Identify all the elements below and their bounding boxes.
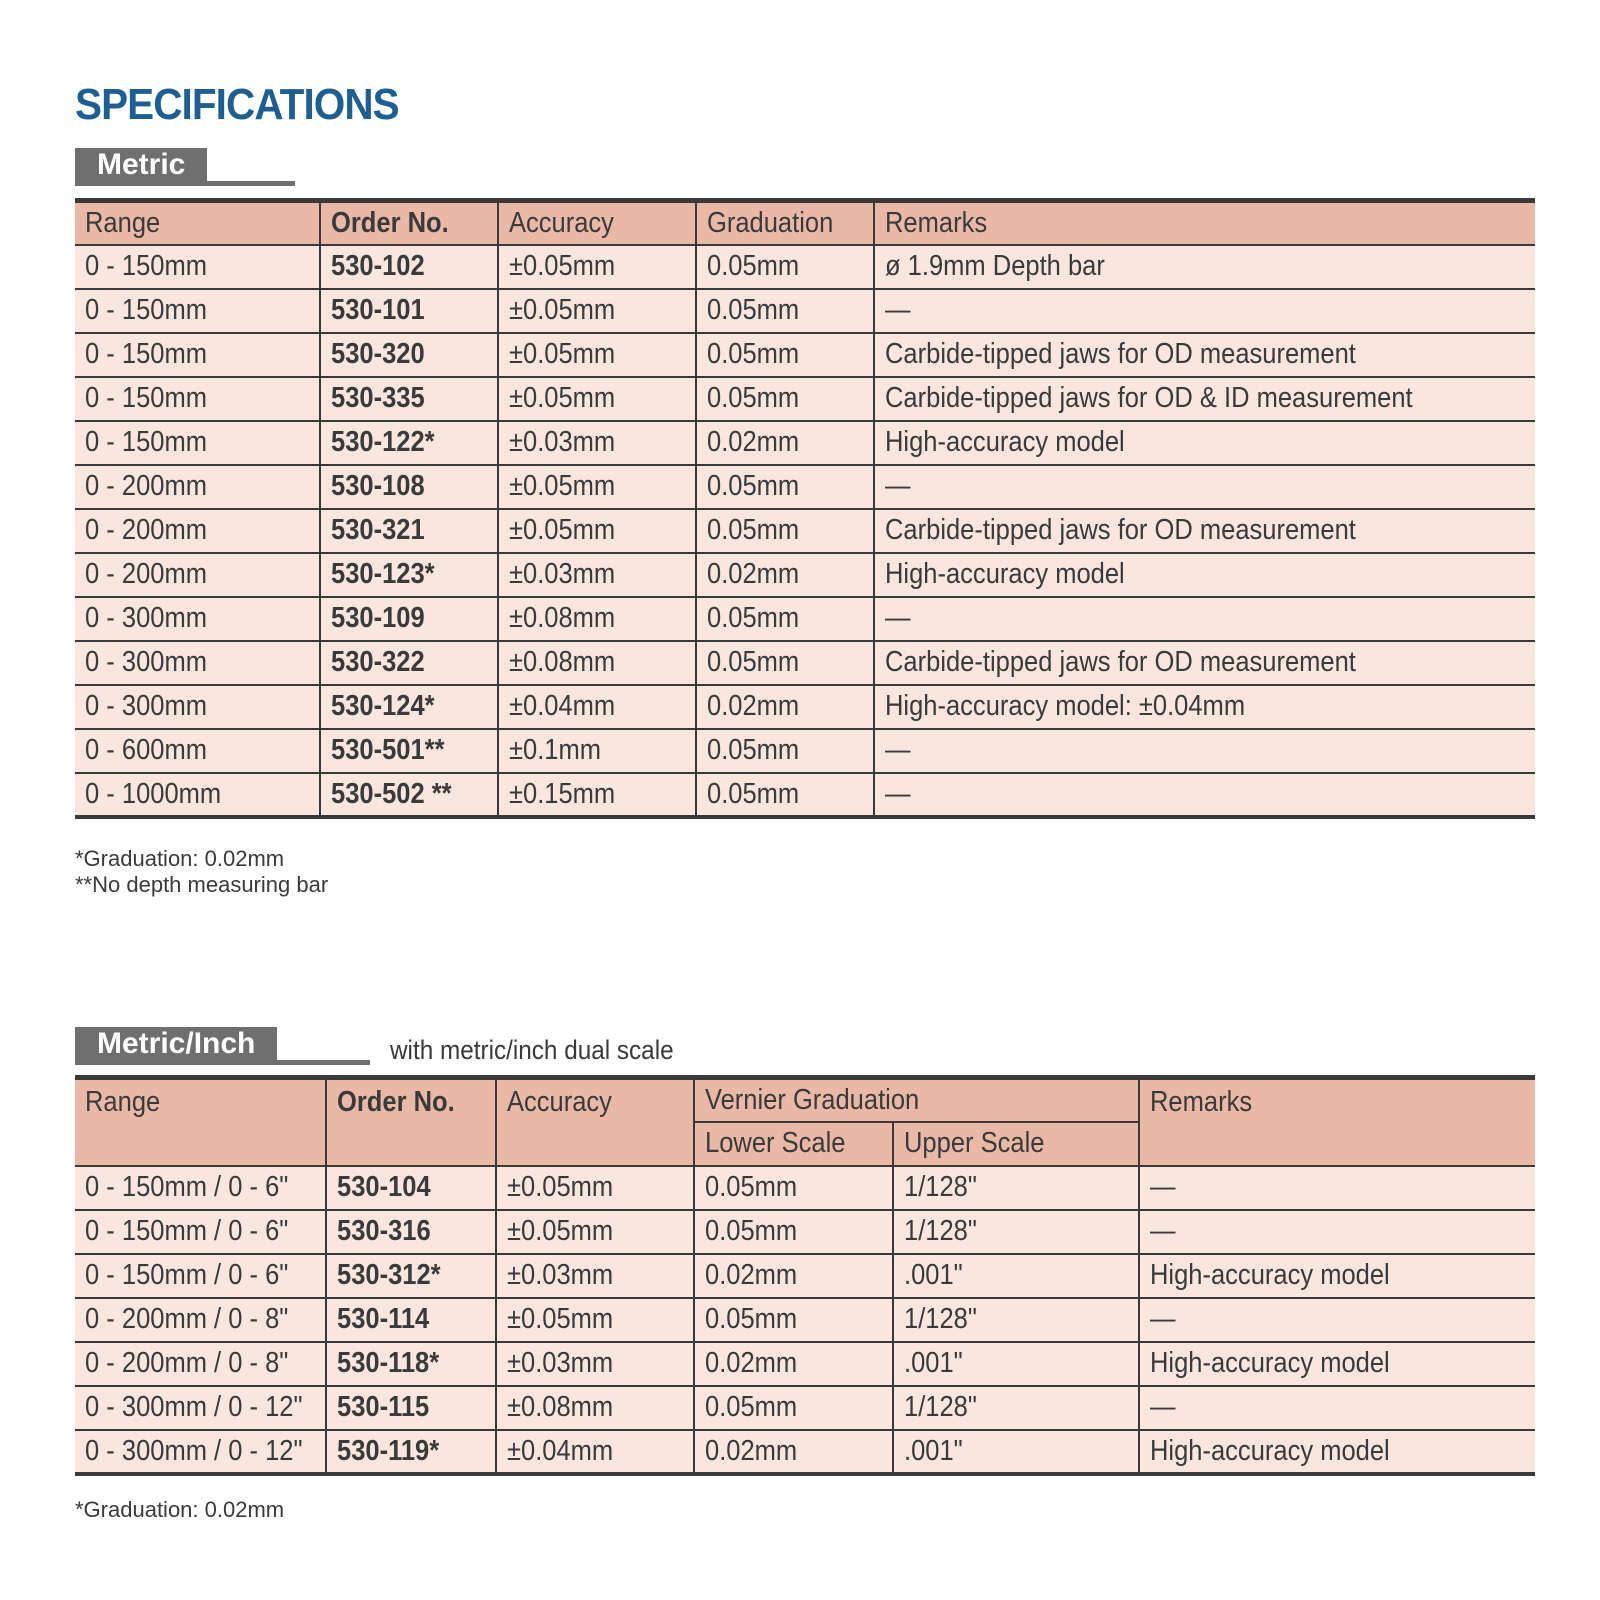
- metric-inch-spec-table: [75, 1075, 1535, 1476]
- cell-accuracy: ±0.05mm: [498, 465, 696, 509]
- metric-footnotes: [75, 846, 328, 898]
- cell-accuracy: ±0.05mm: [496, 1166, 694, 1210]
- metric-inch-note: with metric/inch dual scale: [390, 1035, 674, 1065]
- cell-range: 0 - 300mm: [75, 641, 320, 685]
- cell-graduation: 0.05mm: [696, 333, 874, 377]
- cell-graduation: 0.05mm: [696, 641, 874, 685]
- cell-range: 0 - 200mm / 0 - 8": [75, 1298, 326, 1342]
- table-row: [75, 421, 1535, 465]
- cell-remarks: —: [874, 773, 1535, 817]
- table-row: [75, 729, 1535, 773]
- cell-remarks: —: [1139, 1166, 1535, 1210]
- table-row: [75, 289, 1535, 333]
- cell-range: 0 - 150mm: [75, 333, 320, 377]
- header-accuracy: Accuracy: [498, 201, 696, 245]
- cell-range: 0 - 1000mm: [75, 773, 320, 817]
- cell-range: 0 - 150mm / 0 - 6": [75, 1254, 326, 1298]
- cell-graduation: 0.05mm: [696, 465, 874, 509]
- footnote: **No depth measuring bar: [75, 872, 329, 897]
- table-row: [75, 1298, 1535, 1342]
- cell-accuracy: ±0.05mm: [496, 1210, 694, 1254]
- cell-upper: .001": [893, 1342, 1139, 1386]
- cell-graduation: 0.05mm: [696, 289, 874, 333]
- table-row: [75, 641, 1535, 685]
- header-graduation: Graduation: [696, 201, 874, 245]
- cell-remarks: —: [874, 729, 1535, 773]
- cell-order-no: 530-102: [320, 245, 498, 289]
- metric-inch-header-row: [75, 1078, 1535, 1122]
- header-accuracy: Accuracy: [496, 1078, 694, 1166]
- cell-accuracy: ±0.05mm: [498, 245, 696, 289]
- cell-range: 0 - 600mm: [75, 729, 320, 773]
- table-row: [75, 1254, 1535, 1298]
- cell-range: 0 - 200mm: [75, 553, 320, 597]
- cell-order-no: 530-114: [326, 1298, 496, 1342]
- cell-lower: 0.05mm: [694, 1298, 893, 1342]
- cell-upper: 1/128": [893, 1386, 1139, 1430]
- table-row: [75, 1210, 1535, 1254]
- cell-remarks: —: [1139, 1210, 1535, 1254]
- metric-inch-footnotes: [75, 1497, 284, 1523]
- cell-accuracy: ±0.05mm: [498, 333, 696, 377]
- cell-graduation: 0.05mm: [696, 377, 874, 421]
- metric-section-tab: [75, 148, 295, 186]
- cell-remarks: —: [874, 289, 1535, 333]
- metric-header-row: [75, 201, 1535, 245]
- cell-accuracy: ±0.03mm: [496, 1254, 694, 1298]
- cell-order-no: 530-316: [326, 1210, 496, 1254]
- cell-upper: .001": [893, 1254, 1139, 1298]
- cell-range: 0 - 150mm: [75, 377, 320, 421]
- cell-remarks: Carbide-tipped jaws for OD measurement: [874, 641, 1535, 685]
- table-row: [75, 685, 1535, 729]
- cell-order-no: 530-119*: [326, 1430, 496, 1474]
- cell-range: 0 - 200mm: [75, 465, 320, 509]
- cell-range: 0 - 150mm: [75, 421, 320, 465]
- table-row: [75, 465, 1535, 509]
- cell-accuracy: ±0.03mm: [498, 553, 696, 597]
- cell-order-no: 530-501**: [320, 729, 498, 773]
- metric-inch-table-body: [75, 1166, 1535, 1474]
- metric-table-body: [75, 245, 1535, 817]
- metric-tab-label: Metric: [75, 148, 207, 182]
- cell-remarks: High-accuracy model: [1139, 1342, 1535, 1386]
- cell-remarks: ø 1.9mm Depth bar: [874, 245, 1535, 289]
- cell-graduation: 0.05mm: [696, 773, 874, 817]
- cell-order-no: 530-124*: [320, 685, 498, 729]
- cell-accuracy: ±0.05mm: [498, 377, 696, 421]
- cell-accuracy: ±0.1mm: [498, 729, 696, 773]
- cell-order-no: 530-115: [326, 1386, 496, 1430]
- cell-lower: 0.02mm: [694, 1430, 893, 1474]
- cell-graduation: 0.05mm: [696, 245, 874, 289]
- table-row: [75, 1386, 1535, 1430]
- cell-order-no: 530-335: [320, 377, 498, 421]
- table-row: [75, 333, 1535, 377]
- metric-inch-tab-label: Metric/Inch: [75, 1027, 277, 1061]
- cell-remarks: Carbide-tipped jaws for OD & ID measurement: [874, 377, 1535, 421]
- cell-order-no: 530-321: [320, 509, 498, 553]
- cell-accuracy: ±0.08mm: [498, 597, 696, 641]
- cell-graduation: 0.05mm: [696, 597, 874, 641]
- cell-range: 0 - 150mm: [75, 245, 320, 289]
- cell-upper: 1/128": [893, 1298, 1139, 1342]
- cell-range: 0 - 300mm / 0 - 12": [75, 1386, 326, 1430]
- cell-accuracy: ±0.04mm: [496, 1430, 694, 1474]
- cell-range: 0 - 150mm / 0 - 6": [75, 1166, 326, 1210]
- cell-graduation: 0.05mm: [696, 509, 874, 553]
- cell-accuracy: ±0.05mm: [498, 509, 696, 553]
- cell-accuracy: ±0.15mm: [498, 773, 696, 817]
- table-row: [75, 773, 1535, 817]
- cell-remarks: High-accuracy model: [1139, 1430, 1535, 1474]
- cell-lower: 0.02mm: [694, 1254, 893, 1298]
- cell-lower: 0.05mm: [694, 1386, 893, 1430]
- cell-order-no: 530-101: [320, 289, 498, 333]
- cell-order-no: 530-312*: [326, 1254, 496, 1298]
- cell-lower: 0.05mm: [694, 1166, 893, 1210]
- cell-accuracy: ±0.08mm: [498, 641, 696, 685]
- cell-remarks: —: [1139, 1298, 1535, 1342]
- header-remarks: Remarks: [1139, 1078, 1535, 1166]
- cell-accuracy: ±0.05mm: [496, 1298, 694, 1342]
- header-upper-scale: Upper Scale: [893, 1122, 1139, 1166]
- cell-range: 0 - 200mm: [75, 509, 320, 553]
- tab-rule: [75, 1060, 370, 1065]
- cell-accuracy: ±0.08mm: [496, 1386, 694, 1430]
- cell-order-no: 530-108: [320, 465, 498, 509]
- header-order-no: Order No.: [320, 201, 498, 245]
- table-row: [75, 597, 1535, 641]
- cell-upper: 1/128": [893, 1166, 1139, 1210]
- cell-order-no: 530-104: [326, 1166, 496, 1210]
- header-remarks: Remarks: [874, 201, 1535, 245]
- cell-remarks: —: [874, 597, 1535, 641]
- header-range: Range: [75, 1078, 326, 1166]
- cell-graduation: 0.05mm: [696, 729, 874, 773]
- cell-upper: .001": [893, 1430, 1139, 1474]
- cell-graduation: 0.02mm: [696, 685, 874, 729]
- header-order-no: Order No.: [326, 1078, 496, 1166]
- footnote: *Graduation: 0.02mm: [75, 1497, 285, 1522]
- table-row: [75, 1166, 1535, 1210]
- cell-order-no: 530-109: [320, 597, 498, 641]
- cell-order-no: 530-320: [320, 333, 498, 377]
- cell-range: 0 - 200mm / 0 - 8": [75, 1342, 326, 1386]
- cell-range: 0 - 300mm: [75, 685, 320, 729]
- table-row: [75, 245, 1535, 289]
- cell-order-no: 530-122*: [320, 421, 498, 465]
- cell-remarks: Carbide-tipped jaws for OD measurement: [874, 333, 1535, 377]
- footnote: *Graduation: 0.02mm: [75, 846, 285, 871]
- cell-upper: 1/128": [893, 1210, 1139, 1254]
- cell-lower: 0.05mm: [694, 1210, 893, 1254]
- page-title: SPECIFICATIONS: [75, 80, 399, 129]
- table-row: [75, 1430, 1535, 1474]
- cell-remarks: High-accuracy model: [874, 421, 1535, 465]
- header-vernier-graduation: Vernier Graduation: [694, 1078, 1139, 1122]
- cell-accuracy: ±0.04mm: [498, 685, 696, 729]
- cell-accuracy: ±0.05mm: [498, 289, 696, 333]
- cell-order-no: 530-123*: [320, 553, 498, 597]
- cell-lower: 0.02mm: [694, 1342, 893, 1386]
- tab-rule: [75, 181, 295, 186]
- table-row: [75, 1342, 1535, 1386]
- cell-order-no: 530-322: [320, 641, 498, 685]
- cell-graduation: 0.02mm: [696, 421, 874, 465]
- cell-range: 0 - 150mm / 0 - 6": [75, 1210, 326, 1254]
- metric-spec-table: [75, 198, 1535, 819]
- cell-graduation: 0.02mm: [696, 553, 874, 597]
- cell-remarks: —: [874, 465, 1535, 509]
- cell-range: 0 - 150mm: [75, 289, 320, 333]
- metric-inch-section-tab: [75, 1027, 370, 1065]
- cell-remarks: High-accuracy model: [874, 553, 1535, 597]
- table-row: [75, 553, 1535, 597]
- table-row: [75, 377, 1535, 421]
- cell-order-no: 530-118*: [326, 1342, 496, 1386]
- header-lower-scale: Lower Scale: [694, 1122, 893, 1166]
- header-range: Range: [75, 201, 320, 245]
- cell-range: 0 - 300mm: [75, 597, 320, 641]
- cell-remarks: —: [1139, 1386, 1535, 1430]
- cell-range: 0 - 300mm / 0 - 12": [75, 1430, 326, 1474]
- cell-remarks: Carbide-tipped jaws for OD measurement: [874, 509, 1535, 553]
- cell-remarks: High-accuracy model: ±0.04mm: [874, 685, 1535, 729]
- cell-accuracy: ±0.03mm: [496, 1342, 694, 1386]
- cell-accuracy: ±0.03mm: [498, 421, 696, 465]
- cell-remarks: High-accuracy model: [1139, 1254, 1535, 1298]
- table-row: [75, 509, 1535, 553]
- cell-order-no: 530-502 **: [320, 773, 498, 817]
